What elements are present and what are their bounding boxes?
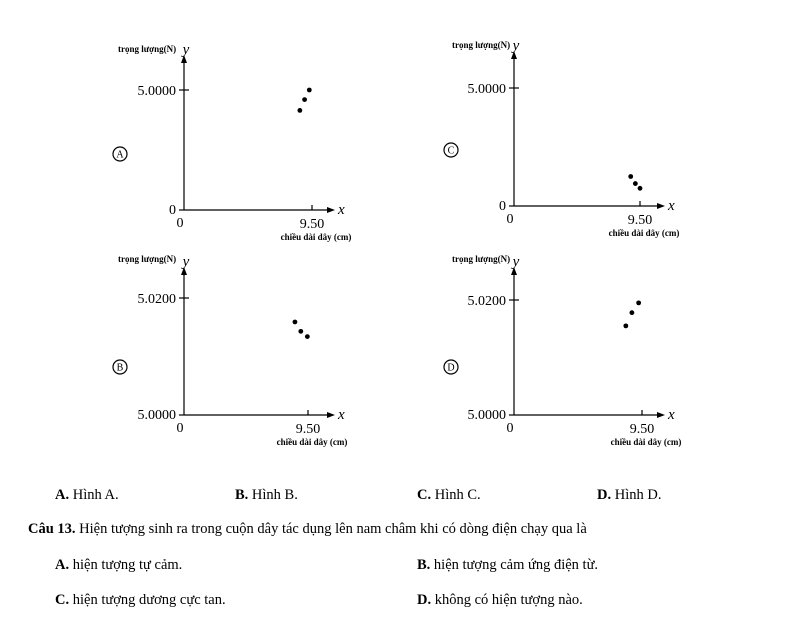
- panel-b-y-var: y: [182, 254, 190, 270]
- panel-a-x-origin-label: 0: [176, 216, 184, 231]
- panel-a-x-tick-label: 9.50: [299, 217, 325, 232]
- panel-b-point-2: [298, 329, 303, 334]
- q12-option-a: A. Hình A.: [55, 487, 119, 503]
- panel-b-y-title: trọng lượng(N): [118, 254, 177, 264]
- q13-option-d: D. không có hiện tượng nào.: [417, 592, 583, 608]
- panel-a-circle-letter: A: [116, 149, 124, 161]
- question-13-stem: Câu 13. Hiện tượng sinh ra trong cuộn dây tác dụng lên nam châm khi có dòng điện chạy qua là: [28, 521, 587, 537]
- panel-c-y-title: trọng lượng(N): [452, 40, 511, 50]
- panel-c-x-var: x: [668, 198, 675, 214]
- panel-c-x-arrow: [657, 203, 665, 209]
- panel-b-x-var: x: [338, 407, 345, 423]
- panel-a-y-tick-label-bottom: 0: [169, 203, 176, 218]
- panel-c-circle-letter: C: [447, 145, 455, 157]
- panel-d-x-arrow: [657, 412, 665, 418]
- panel-c-point-3: [638, 186, 643, 191]
- panel-b-point-3: [305, 334, 310, 339]
- panel-c-x-title: chiều dài dây (cm): [608, 228, 680, 238]
- panel-d-point-2: [629, 310, 634, 315]
- panel-d-y-tick-label-top: 5.0200: [467, 294, 506, 309]
- panel-d-y-title: trọng lượng(N): [452, 254, 511, 264]
- panel-a-point-1: [297, 108, 302, 113]
- panel-c-point-1: [628, 174, 633, 179]
- q13-option-c: C. hiện tượng dương cực tan.: [55, 592, 226, 608]
- panel-b-x-title: chiều dài dây (cm): [276, 437, 348, 447]
- panel-a-x-var: x: [338, 202, 345, 218]
- panel-d-x-var: x: [668, 407, 675, 423]
- panel-a-y-tick-label-top: 5.0000: [137, 84, 176, 99]
- q13-option-b: B. hiện tượng cảm ứng điện từ.: [417, 557, 599, 573]
- panel-d-point-1: [623, 323, 628, 328]
- panel-c-x-tick-label: 9.50: [627, 213, 653, 228]
- panel-a-x-arrow: [327, 207, 335, 213]
- panel-d-y-tick-label-bottom: 5.0000: [467, 408, 506, 423]
- panel-b-y-tick-label-top: 5.0200: [137, 292, 176, 307]
- panel-c-y-tick-label-bottom: 0: [499, 199, 506, 214]
- panel-a-point-3: [307, 88, 312, 93]
- panel-c-y-tick-label-top: 5.0000: [467, 82, 506, 97]
- q12-option-d: D. Hình D.: [597, 487, 662, 503]
- panel-b-y-tick-label-bottom: 5.0000: [137, 408, 176, 423]
- panel-d-x-title: chiều dài dây (cm): [610, 437, 682, 447]
- panel-a-point-2: [302, 97, 307, 102]
- q13-option-a: A. hiện tượng tự cảm.: [55, 557, 183, 573]
- panel-a-y-var: y: [182, 42, 190, 58]
- panel-b-circle-letter: B: [116, 362, 124, 374]
- q12-option-b: B. Hình B.: [235, 487, 298, 503]
- panel-a-y-title: trọng lượng(N): [118, 44, 177, 54]
- panel-c-y-var: y: [512, 38, 520, 54]
- panel-b-x-origin-label: 0: [176, 421, 184, 436]
- panel-d-circle-letter: D: [447, 362, 455, 374]
- panel-d-y-var: y: [512, 254, 520, 270]
- panel-c-point-2: [633, 181, 638, 186]
- q12-option-c: C. Hình C.: [417, 487, 481, 503]
- panel-d-point-3: [636, 300, 641, 305]
- panel-b-x-arrow: [327, 412, 335, 418]
- panel-c-x-origin-label: 0: [506, 212, 514, 227]
- panel-d-x-origin-label: 0: [506, 421, 514, 436]
- panel-b-x-tick-label: 9.50: [295, 422, 321, 437]
- panel-d-x-tick-label: 9.50: [629, 422, 655, 437]
- panel-a-x-title: chiều dài dây (cm): [280, 232, 352, 242]
- panel-b-point-1: [293, 320, 298, 325]
